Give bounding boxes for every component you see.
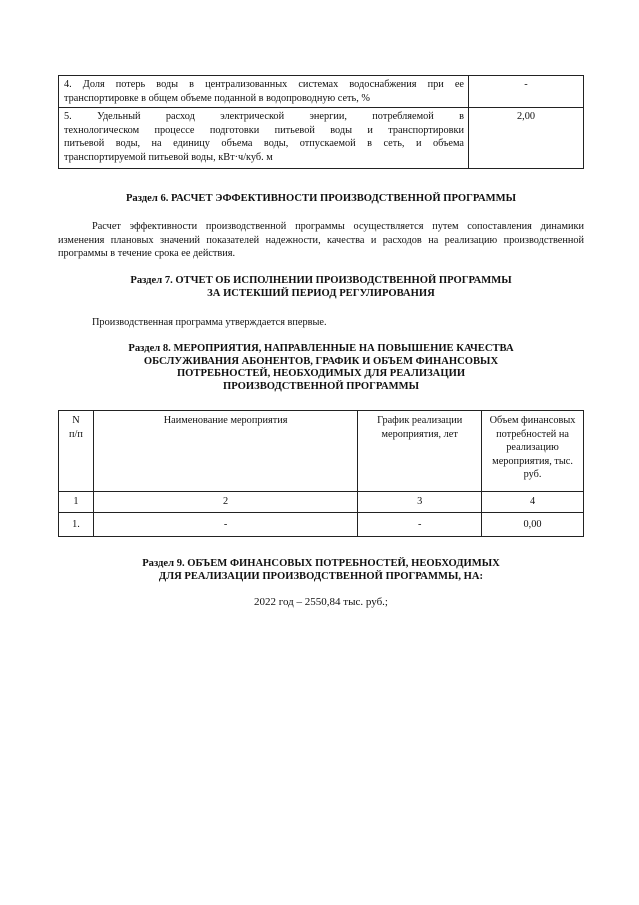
column-number: 3 (358, 492, 482, 513)
text-line: питьевой воды, на единицу объема воды, отпускаемой в сеть, и объема (64, 138, 464, 149)
title-line: ПРОИЗВОДСТВЕННОЙ ПРОГРАММЫ (222, 380, 420, 392)
table-row (59, 108, 584, 169)
header-line: N (72, 415, 80, 426)
table-cell: - (93, 513, 357, 537)
column-header (358, 411, 482, 492)
text-line: 5. Удельный расход электрической энергии, потребляемой в (64, 111, 464, 122)
title-line: Раздел 8. МЕРОПРИЯТИЯ, НАПРАВЛЕННЫЕ НА ПОВЫШЕНИЕ КАЧЕСТВА (128, 343, 514, 354)
header-line: п/п (69, 428, 83, 440)
table-row (59, 513, 584, 537)
column-header (93, 411, 357, 492)
header-line: Наименование мероприятия (163, 415, 288, 426)
column-header (59, 411, 94, 492)
section9-title (58, 558, 584, 583)
section6-text: Расчет эффективности производственной программы осуществляется путем сопоставления динамики изменения плановых значений показателей надежности, качества и расходов на реализацию производственной программы в течение срока ее действия. (58, 221, 584, 259)
title-line: ЗА ИСТЕКШИЙ ПЕРИОД РЕГУЛИРОВАНИЯ (207, 287, 435, 299)
title-line: ДЛЯ РЕАЛИЗАЦИИ ПРОИЗВОДСТВЕННОЙ ПРОГРАММЫ, НА: (158, 570, 484, 582)
column-header (482, 411, 584, 492)
table-cell: 0,00 (482, 513, 584, 537)
header-line: Объем финансовых (489, 415, 576, 426)
financial-total: 2022 год – 2550,84 тыс. руб.; (254, 596, 388, 608)
header-line: мероприятия, лет (381, 428, 458, 440)
measures-table (58, 410, 584, 537)
header-line: потребностей на (496, 428, 569, 440)
column-number: 1 (59, 492, 94, 513)
section8-title (58, 343, 584, 393)
column-number: 2 (93, 492, 357, 513)
indicators-table (58, 75, 584, 169)
column-number: 4 (482, 492, 584, 513)
text-line: технологическом процессе подготовки питьевой воды и транспортировки (64, 124, 464, 136)
section7-title (58, 275, 584, 300)
section7-text: Производственная программа утверждается впервые. (92, 317, 327, 328)
section6-title: Раздел 6. РАСЧЕТ ЭФФЕКТИВНОСТИ ПРОИЗВОДСТВЕННОЙ ПРОГРАММЫ (125, 193, 517, 204)
text-line: транспортируемой питьевой воды, кВт·ч/куб. м (64, 151, 273, 163)
header-line: График реализации (377, 415, 463, 426)
table-cell: - (358, 513, 482, 537)
indicator-text (59, 108, 469, 169)
table-header-row (59, 411, 584, 492)
indicator-value: - (469, 76, 584, 108)
text-line: 4. Доля потерь воды в централизованных системах водоснабжения при ее (64, 79, 464, 90)
table-cell: 1. (59, 513, 94, 537)
title-line: ПОТРЕБНОСТЕЙ, НЕОБХОДИМЫХ ДЛЯ РЕАЛИЗАЦИИ (176, 368, 466, 379)
header-line: руб. (523, 469, 542, 480)
table-row (59, 76, 584, 108)
column-number-row (59, 492, 584, 513)
title-line: Раздел 9. ОБЪЕМ ФИНАНСОВЫХ ПОТРЕБНОСТЕЙ, НЕОБХОДИМЫХ (142, 558, 500, 569)
text-line: транспортировке в общем объеме поданной в водопроводную сеть, % (64, 92, 370, 104)
header-line: реализацию (506, 442, 559, 453)
title-line: ОБСЛУЖИВАНИЯ АБОНЕНТОВ, ГРАФИК И ОБЪЕМ ФИНАНСОВЫХ (143, 355, 499, 367)
indicator-text (59, 76, 469, 108)
header-line: мероприятия, тыс. (492, 455, 573, 467)
indicator-value: 2,00 (469, 108, 584, 169)
title-line: Раздел 7. ОТЧЕТ ОБ ИСПОЛНЕНИИ ПРОИЗВОДСТВЕННОЙ ПРОГРАММЫ (130, 275, 512, 286)
